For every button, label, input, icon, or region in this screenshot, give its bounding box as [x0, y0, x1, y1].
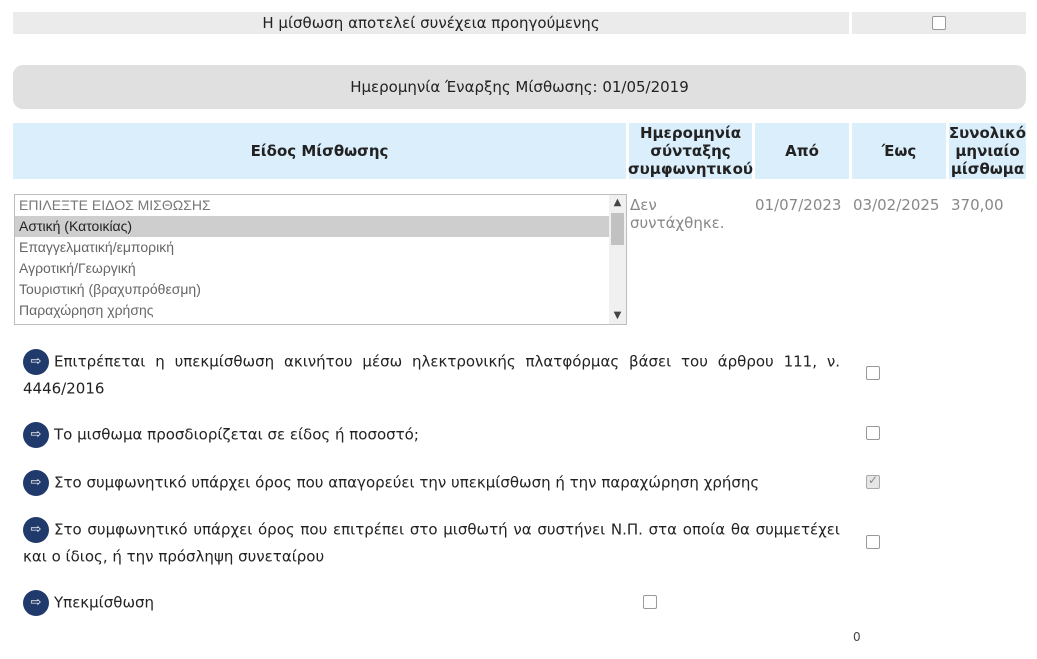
- continuation-checkbox-cell: [852, 12, 1026, 34]
- to-date-value: 03/02/2025: [853, 196, 940, 214]
- question-platform-sublease-checkbox[interactable]: [866, 366, 880, 380]
- question-sublease: [23, 589, 154, 616]
- header-lease-type: Είδος Μίσθωσης: [13, 123, 626, 179]
- question-legal-entity-checkbox[interactable]: [866, 535, 880, 549]
- continuation-row: [13, 12, 1026, 34]
- question-text: Στο συμφωνητικό υπάρχει όρος που απαγορεύει την υπεκμίσθωση ή την παραχώρηση χρήσης: [54, 473, 760, 492]
- question-text: Επιτρέπεται η υπεκμίσθωση ακινήτου μέσω ηλεκτρονικής πλατφόρμας βάσει του άρθρου 111, ν. 4446/2016: [23, 352, 840, 397]
- header-monthly-rent: Συνολικό μηνιαίο μίσθωμα: [948, 124, 1027, 178]
- scroll-thumb[interactable]: [611, 213, 624, 245]
- arrow-right-icon: ⇨: [23, 590, 49, 616]
- lease-type-listbox[interactable]: [14, 194, 627, 325]
- listbox-scrollbar[interactable]: [609, 195, 626, 324]
- arrow-right-icon: ⇨: [23, 422, 49, 448]
- arrow-right-icon: ⇨: [23, 349, 49, 375]
- question-text: Στο συμφωνητικό υπάρχει όρος που επιτρέπει στο μισθωτή να συστήνει Ν.Π. στα οποία θα συμμετέχει και ο ίδιος, ή την πρόσληψη συνεταίρου: [23, 520, 840, 565]
- question-rent-in-kind: [23, 421, 419, 448]
- question-platform-sublease: [23, 348, 840, 401]
- listbox-option[interactable]: Επαγγελματική/εμπορική: [19, 239, 175, 255]
- header-from: Από: [755, 123, 849, 179]
- continuation-label: Η μίσθωση αποτελεί συνέχεια προηγούμενης: [13, 12, 849, 34]
- scroll-up-icon[interactable]: ▲: [613, 197, 622, 208]
- question-text: Υπεκμίσθωση: [54, 593, 155, 612]
- scroll-down-icon[interactable]: ▼: [613, 310, 622, 321]
- listbox-option-selected[interactable]: Αστική (Κατοικίας): [15, 216, 609, 237]
- from-date-value: 01/07/2023: [755, 196, 842, 214]
- listbox-option[interactable]: Αγροτική/Γεωργική: [19, 260, 136, 276]
- continuation-checkbox[interactable]: [932, 16, 946, 30]
- start-date-banner: Ημερομηνία Έναρξης Μίσθωσης: 01/05/2019: [13, 65, 1026, 109]
- listbox-option[interactable]: Παραχώρηση χρήσης: [19, 302, 154, 318]
- listbox-option[interactable]: ΕΠΙΛΕΞΤΕ ΕΙΔΟΣ ΜΙΣΘΩΣΗΣ: [19, 197, 211, 213]
- question-sublease-checkbox[interactable]: [643, 595, 657, 609]
- agreement-date-value: Δεν συντάχθηκε.: [630, 196, 725, 232]
- question-sublease-prohibited: [23, 469, 759, 496]
- listbox-option[interactable]: Τουριστική (βραχυπρόθεσμη): [19, 281, 201, 297]
- header-to: Έως: [852, 123, 946, 179]
- sublease-count: 0: [853, 630, 861, 644]
- arrow-right-icon: ⇨: [23, 517, 49, 543]
- question-text: Το μισθωμα προσδιορίζεται σε είδος ή ποσοστό;: [54, 425, 419, 444]
- monthly-rent-value: 370,00: [951, 196, 1004, 214]
- header-agreement-date: Ημερομηνία σύνταξης συμφωνητικού: [628, 124, 754, 178]
- question-sublease-prohibited-checkbox[interactable]: [866, 475, 880, 489]
- question-legal-entity: [23, 516, 840, 569]
- arrow-right-icon: ⇨: [23, 470, 49, 496]
- question-rent-in-kind-checkbox[interactable]: [866, 426, 880, 440]
